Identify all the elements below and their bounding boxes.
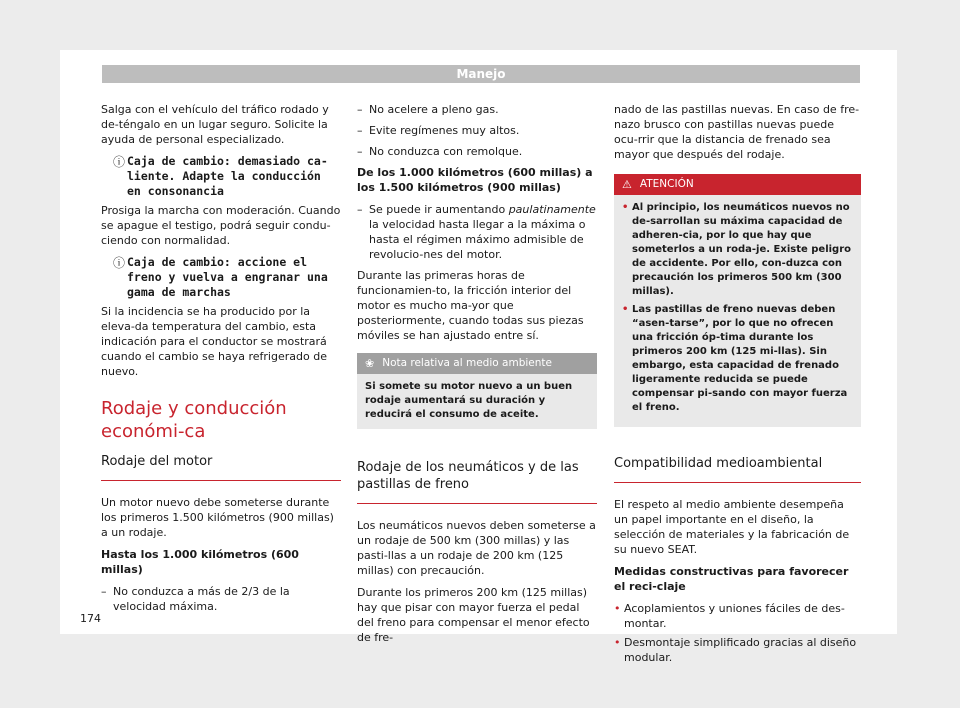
paragraph: Durante los primeros 200 km (125 millas) hay que pisar con mayor fuerza el pedal del freno para compensar el menor efecto de fre-: [357, 586, 590, 644]
environment-note-body: Si somete su motor nuevo a un buen rodaje aumentará su duración y reducirá el consumo de aceite.: [365, 381, 573, 420]
dash-marker: –: [101, 585, 107, 598]
list-item: [614, 635, 861, 665]
warning-box: [614, 174, 861, 427]
list-item: [101, 584, 341, 614]
text-run: Se puede ir aumentando: [369, 203, 509, 216]
list-item-text: Acoplamientos y uniones fáciles de des-montar.: [624, 602, 845, 630]
warning-text: Caja de cambio: demasiado ca-liente. Adapte la conducción en consonancia: [127, 154, 328, 198]
text-run: la velocidad hasta llegar a la máxima o hasta el régimen máximo admisible de revolucio-nes del motor.: [369, 218, 586, 261]
leaf-icon: ❀: [365, 357, 375, 370]
dash-marker: –: [357, 103, 363, 116]
warning-triangle-icon: ⚠: [622, 178, 632, 191]
manual-page: [60, 50, 897, 664]
paragraph: Prosiga la marcha con moderación. Cuando se apague el testigo, podrá seguir condu-ciendo con normalidad.: [101, 204, 341, 247]
warning-box-body: [614, 195, 861, 427]
divider: [614, 482, 861, 483]
column-2: [357, 102, 597, 652]
italic-text: paulatinamente: [508, 203, 596, 216]
bullet-marker: •: [614, 602, 621, 615]
bullet-marker: •: [622, 202, 629, 213]
warning-message-overheat: [101, 154, 341, 199]
list-item-text: No acelere a pleno gas.: [369, 103, 499, 116]
paragraph: El respeto al medio ambiente desempeña un papel importante en el diseño, la selección de materiales y la fabricación de su nuevo SEAT.: [614, 498, 850, 556]
list-item-text: Al principio, los neumáticos nuevos no de-sarrollan su máxima capacidad de adheren-cia, por lo que hay que someterlos a un roda-je. Existe peligro de accidente. Por ello, con-duzca con precaución los primeros 500 km (300 millas).: [632, 202, 852, 297]
list-item: [622, 303, 853, 415]
list-item: [357, 202, 597, 262]
paragraph: nado de las pastillas nuevas. En caso de fre-nazo brusco con pastillas nuevas puede ocu-rrir que la distancia de frenado sea mayor que después del rodaje.: [614, 103, 860, 161]
bold-heading: Hasta los 1.000 kilómetros (600 millas): [101, 548, 299, 576]
subsection-title: Rodaje del motor: [101, 454, 213, 469]
list-item: [357, 102, 597, 117]
environment-note-title: Nota relativa al medio ambiente: [382, 357, 552, 369]
subsection-title: Rodaje de los neumáticos y de las pastillas de freno: [357, 460, 579, 492]
list-item-text: Las pastillas de freno nuevas deben “asen-tarse”, por lo que no ofrecen una fricción óp-tima durante los primeros 200 km (125 mi-llas). Sin embargo, esta capacidad de frenado ligeramente reducida se puede compensar pi-sando con mayor fuerza el freno.: [632, 304, 848, 413]
dash-marker: –: [357, 124, 363, 137]
bullet-marker: •: [614, 636, 621, 649]
list-item: [357, 144, 597, 159]
paragraph: Los neumáticos nuevos deben someterse a un rodaje de 500 km (300 millas) y las pasti-llas a un rodaje de 200 km (125 millas) con precaución.: [357, 519, 596, 577]
environment-note-header: [357, 353, 597, 374]
list-item-text: Evite regímenes muy altos.: [369, 124, 520, 137]
paragraph: Si la incidencia se ha producido por la eleva-da temperatura del cambio, esta indicación para el conductor se mostrará cuando el cambio se haya refrigerado de nuevo.: [101, 305, 327, 378]
warning-box-header: [614, 174, 861, 195]
warning-text: Caja de cambio: accione el freno y vuelva a engranar una gama de marchas: [127, 255, 328, 299]
warning-message-brake: [101, 255, 341, 300]
list-item-text: No conduzca a más de 2/3 de la velocidad máxima.: [113, 585, 290, 613]
bold-heading: De los 1.000 kilómetros (600 millas) a los 1.500 kilómetros (900 millas): [357, 166, 593, 194]
bold-heading: Medidas constructivas para favorecer el reci-claje: [614, 565, 849, 593]
divider: [357, 503, 597, 504]
page-number: 174: [80, 612, 101, 625]
dash-marker: –: [357, 145, 363, 158]
list-item-text: No conduzca con remolque.: [369, 145, 523, 158]
subsection-title: Compatibilidad medioambiental: [614, 456, 823, 471]
environment-note-box: [357, 353, 597, 429]
list-item: [614, 601, 861, 631]
paragraph: Durante las primeras horas de funcionamien-to, la fricción interior del motor es mucho ma-yor que posteriormente, cuando todas sus piezas móviles se han ajustado entre sí.: [357, 269, 584, 342]
bullet-marker: •: [622, 304, 629, 315]
warning-box-title: ATENCIÓN: [639, 178, 694, 190]
info-circle-icon: ⓘ: [113, 155, 126, 169]
divider: [101, 480, 341, 481]
column-3: [614, 102, 861, 669]
paragraph: Salga con el vehículo del tráfico rodado y de-téngalo en un lugar seguro. Solicite la ayuda de personal especializado.: [101, 103, 329, 146]
section-title: Rodaje y conducción económi-ca: [101, 398, 287, 442]
list-item: [622, 201, 853, 299]
list-item-text: [369, 202, 597, 262]
page-header: Manejo: [102, 65, 860, 83]
list-item: [357, 123, 597, 138]
column-1: [101, 102, 341, 620]
paragraph: Un motor nuevo debe someterse durante los primeros 1.500 kilómetros (900 millas) a un rodaje.: [101, 496, 334, 539]
info-circle-icon: ⓘ: [113, 256, 126, 270]
list-item-text: Desmontaje simplificado gracias al diseño modular.: [624, 636, 857, 664]
dash-marker: –: [357, 203, 363, 216]
